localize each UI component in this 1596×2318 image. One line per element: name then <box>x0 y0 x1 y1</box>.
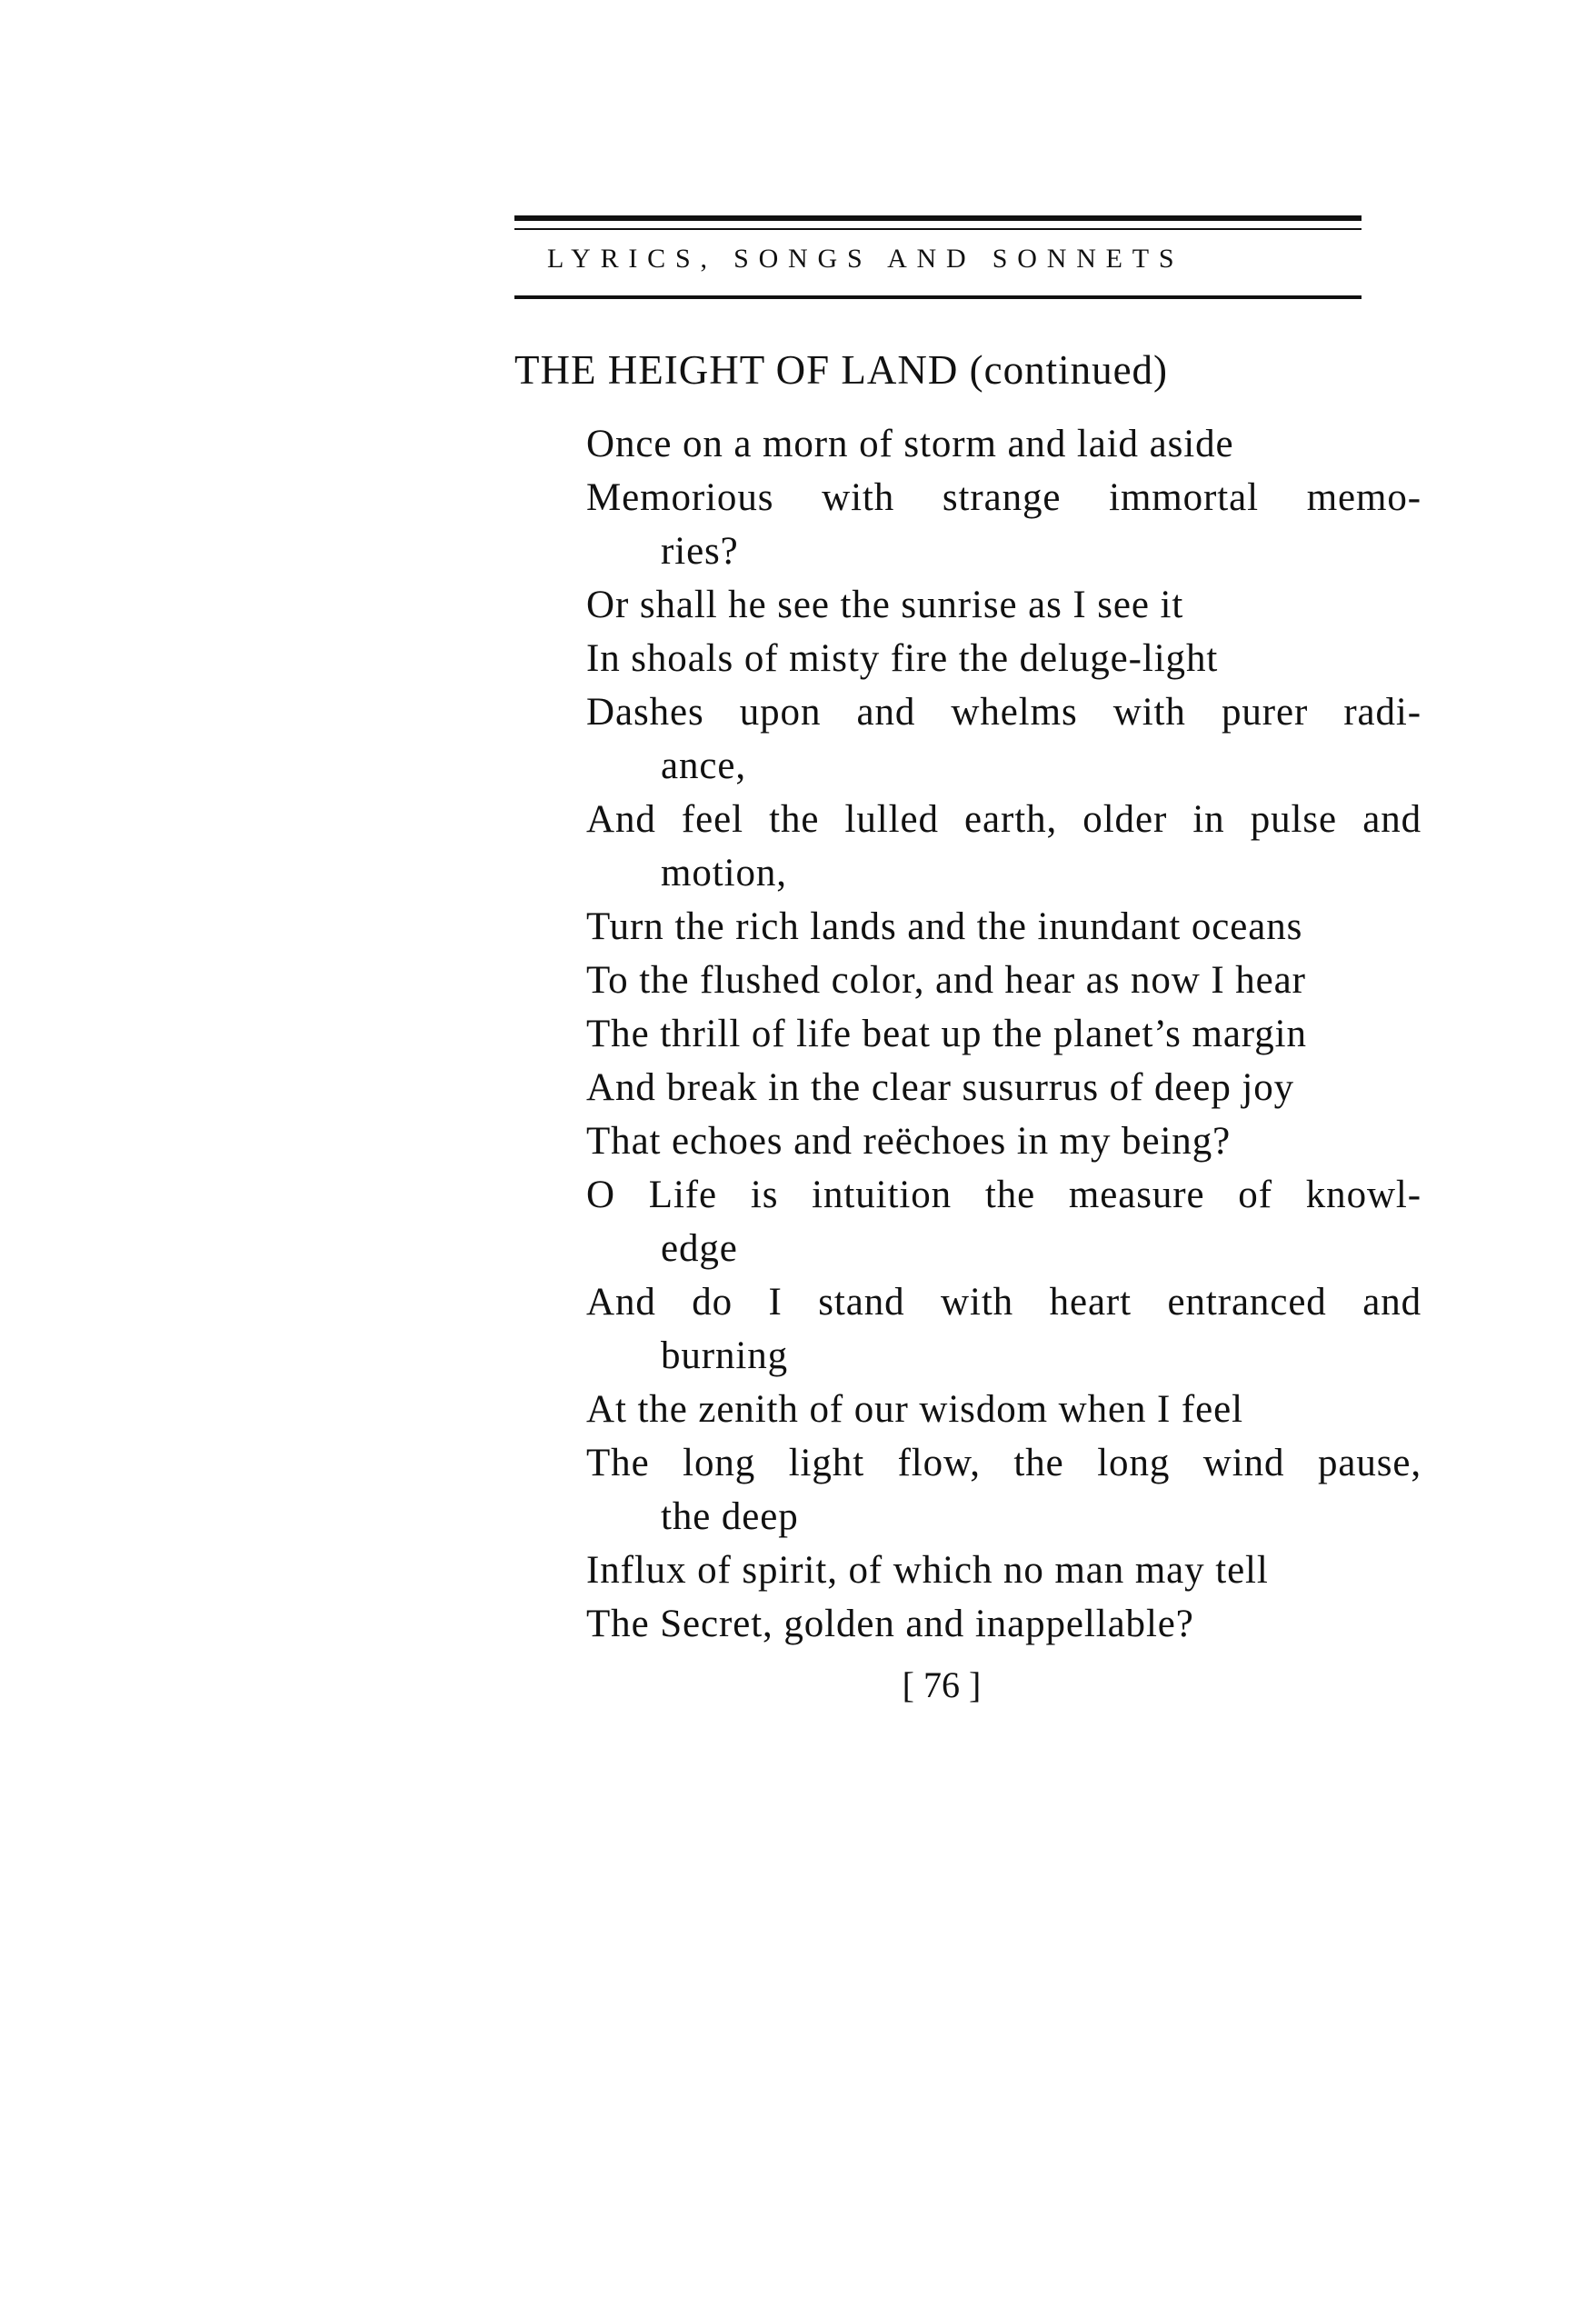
poem-title: THE HEIGHT OF LAND (continued) <box>514 347 1169 393</box>
poem-line: The Secret, golden and inappellable? <box>586 1603 1194 1645</box>
poem-line: O Life is intuition the measure of knowl- <box>586 1174 1421 1216</box>
poem-line: Influx of spirit, of which no man may tell <box>586 1549 1269 1592</box>
poem-line: ries? <box>661 530 739 573</box>
poem-line: At the zenith of our wisdom when I feel <box>586 1388 1243 1431</box>
poem-line: Dashes upon and whelms with purer radi- <box>586 691 1421 734</box>
poem-line: the deep <box>661 1495 799 1538</box>
poem-line: burning <box>661 1334 789 1377</box>
poem-line: And do I stand with heart entranced and <box>586 1281 1421 1324</box>
poem-line: Once on a morn of storm and laid aside <box>586 423 1234 465</box>
header-rule-bottom <box>514 295 1362 299</box>
poem-line: That echoes and reëchoes in my being? <box>586 1120 1232 1163</box>
poem-line: motion, <box>661 852 787 894</box>
poem-line: And feel the lulled earth, older in pulse and <box>586 798 1421 841</box>
running-head: LYRICS, SONGS AND SONNETS <box>547 244 1184 274</box>
poem-line: Memorious with strange immortal memo- <box>586 476 1421 519</box>
poem-line: edge <box>661 1227 738 1270</box>
poem-line: And break in the clear susurrus of deep joy <box>586 1066 1295 1109</box>
page-number: [ 76 ] <box>902 1664 982 1705</box>
poem-line: The long light flow, the long wind pause, <box>586 1442 1421 1484</box>
poem-line: In shoals of misty fire the deluge-light <box>586 637 1219 680</box>
poem-line: ance, <box>661 744 747 787</box>
poem-line: The thrill of life beat up the planet’s margin <box>586 1013 1307 1055</box>
poem-line: Or shall he see the sunrise as I see it <box>586 584 1184 626</box>
header-rule-thin <box>514 228 1362 230</box>
poem-line: Turn the rich lands and the inundant oceans <box>586 905 1303 948</box>
poem-line: To the flushed color, and hear as now I hear <box>586 959 1306 1002</box>
header-rule-thick <box>514 215 1362 221</box>
